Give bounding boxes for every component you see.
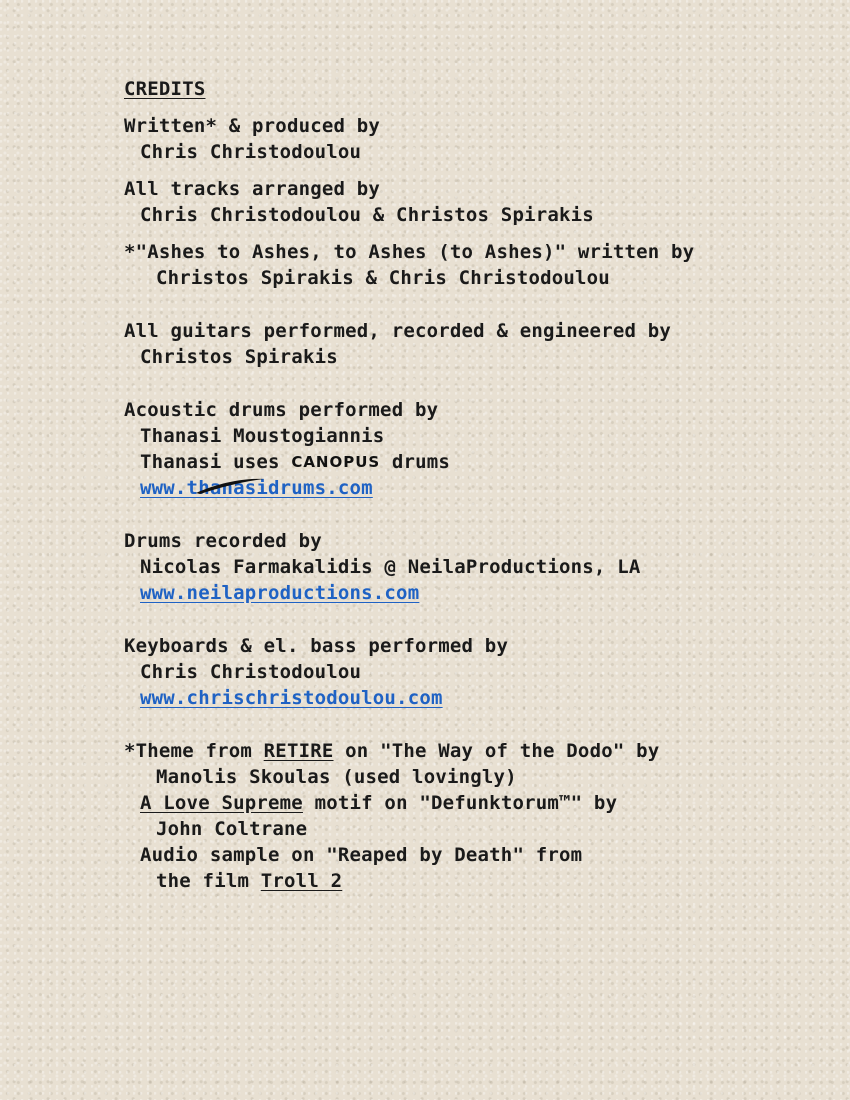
neilaproductions-link[interactable]: www.neilaproductions.com xyxy=(140,582,420,604)
ashes-names: Christos Spirakis & Chris Christodoulou xyxy=(156,267,610,289)
film-line xyxy=(124,868,764,894)
credits-heading: CREDITS xyxy=(124,78,206,100)
motif-title: A Love Supreme xyxy=(140,792,303,814)
keyboards-name: Chris Christodoulou xyxy=(140,661,362,683)
drums-label: Acoustic drums performed by xyxy=(124,399,439,421)
theme-suffix: on "The Way of the Dodo" by xyxy=(345,740,660,762)
drums-name: Thanasi Moustogiannis xyxy=(140,425,385,447)
written-name: Chris Christodoulou xyxy=(140,141,362,163)
ashes-label: *"Ashes to Ashes, to Ashes (to Ashes)" written by xyxy=(124,241,695,263)
canopus-swoosh-icon xyxy=(166,476,266,496)
theme-prefix: *Theme from xyxy=(124,740,253,762)
motif-credit: John Coltrane xyxy=(156,818,308,840)
theme-line xyxy=(124,738,764,764)
written-label: Written* & produced by xyxy=(124,115,381,137)
drums-uses-line xyxy=(124,449,764,475)
theme-title: RETIRE xyxy=(263,740,334,762)
drums-uses-prefix: Thanasi uses xyxy=(140,451,280,473)
arranged-names: Chris Christodoulou & Christos Spirakis xyxy=(140,204,594,226)
neila-url-line xyxy=(124,580,764,606)
guitars-label: All guitars performed, recorded & engineered by xyxy=(124,320,672,342)
film-prefix: the film xyxy=(156,870,250,892)
canopus-logo: CANOPUS xyxy=(291,453,381,471)
theme-credit: Manolis Skoulas (used lovingly) xyxy=(156,766,517,788)
thanasidrums-link[interactable]: www.thanasidrums.com xyxy=(140,477,373,499)
chrischristodoulou-link[interactable]: www.chrischristodoulou.com xyxy=(140,687,443,709)
guitars-name: Christos Spirakis xyxy=(140,346,338,368)
drums-uses-suffix: drums xyxy=(391,451,451,473)
chrischristodoulou-url-line xyxy=(124,685,764,711)
keyboards-label: Keyboards & el. bass performed by xyxy=(124,635,509,657)
motif-line xyxy=(124,790,764,816)
audio-sample-line: Audio sample on "Reaped by Death" from xyxy=(140,844,583,866)
motif-suffix: motif on "Defunktorum™" by xyxy=(314,792,618,814)
drums-recorded-name: Nicolas Farmakalidis @ NeilaProductions, LA xyxy=(140,556,641,578)
arranged-label: All tracks arranged by xyxy=(124,178,381,200)
drums-recorded-label: Drums recorded by xyxy=(124,530,322,552)
film-title: Troll 2 xyxy=(260,870,343,892)
